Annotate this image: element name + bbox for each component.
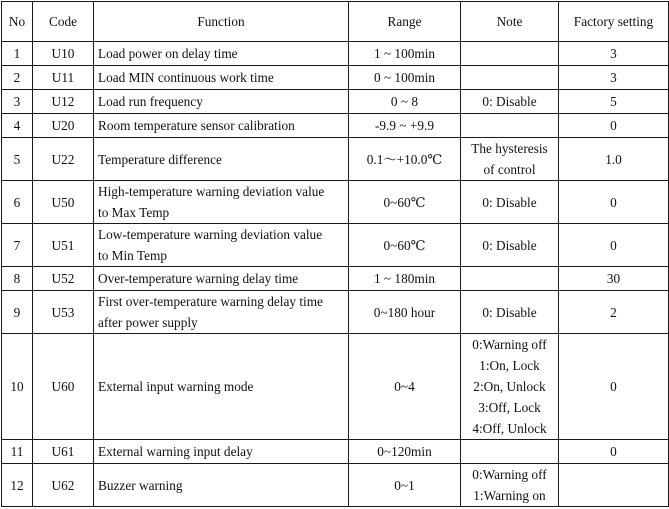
cell-code: U62 bbox=[33, 464, 94, 507]
cell-factory-setting: 1.0 bbox=[559, 138, 669, 181]
cell-no: 1 bbox=[2, 42, 33, 66]
header-function: Function bbox=[94, 2, 349, 42]
cell-range: 0~180 hour bbox=[349, 291, 461, 334]
cell-no: 7 bbox=[2, 224, 33, 267]
cell-function-line: to Min Temp bbox=[98, 248, 168, 263]
cell-note-line: 0:Warning off bbox=[472, 467, 547, 482]
table-row bbox=[2, 90, 669, 114]
header-factory-setting: Factory setting bbox=[559, 2, 669, 42]
cell-function-line: External input warning mode bbox=[98, 379, 254, 394]
table-row bbox=[2, 181, 669, 224]
cell-factory-setting: 0 bbox=[559, 334, 669, 440]
cell-code: U61 bbox=[33, 440, 94, 464]
cell-note bbox=[461, 90, 559, 114]
cell-no: 6 bbox=[2, 181, 33, 224]
table-row bbox=[2, 334, 669, 440]
cell-range: 0~1 bbox=[349, 464, 461, 507]
cell-no: 4 bbox=[2, 114, 33, 138]
cell-factory-setting: 2 bbox=[559, 291, 669, 334]
cell-no: 8 bbox=[2, 267, 33, 291]
cell-factory-setting: 5 bbox=[559, 90, 669, 114]
cell-range: 0~60℃ bbox=[349, 181, 461, 224]
table-row bbox=[2, 66, 669, 90]
cell-note-line: 1:On, Lock bbox=[479, 358, 540, 373]
cell-note bbox=[461, 291, 559, 334]
cell-function bbox=[94, 114, 349, 138]
header-no: No bbox=[2, 2, 33, 42]
cell-factory-setting: 0 bbox=[559, 181, 669, 224]
cell-range: 0~4 bbox=[349, 334, 461, 440]
cell-code: U53 bbox=[33, 291, 94, 334]
cell-function bbox=[94, 42, 349, 66]
cell-code: U11 bbox=[33, 66, 94, 90]
cell-function-line: External warning input delay bbox=[98, 444, 253, 459]
cell-code: U10 bbox=[33, 42, 94, 66]
cell-note-line: 0: Disable bbox=[482, 94, 537, 109]
table-row bbox=[2, 42, 669, 66]
header-code: Code bbox=[33, 2, 94, 42]
cell-note bbox=[461, 181, 559, 224]
cell-range: 0 ~ 100min bbox=[349, 66, 461, 90]
cell-no: 10 bbox=[2, 334, 33, 440]
cell-function bbox=[94, 334, 349, 440]
cell-function-line: Low-temperature warning deviation value bbox=[98, 227, 323, 242]
cell-no: 5 bbox=[2, 138, 33, 181]
cell-function-line: Room temperature sensor calibration bbox=[98, 118, 295, 133]
cell-range: 0 ~ 8 bbox=[349, 90, 461, 114]
table-row bbox=[2, 291, 669, 334]
cell-range: 0~60℃ bbox=[349, 224, 461, 267]
table-row bbox=[2, 440, 669, 464]
cell-note bbox=[461, 440, 559, 464]
cell-note-line: 0: Disable bbox=[482, 237, 537, 253]
cell-function-line: First over-temperature warning delay time bbox=[98, 294, 323, 309]
table-row bbox=[2, 114, 669, 138]
cell-function bbox=[94, 224, 349, 267]
cell-factory-setting: 30 bbox=[559, 267, 669, 291]
cell-note-line: 4:Off, Unlock bbox=[472, 421, 547, 436]
table-header-row bbox=[2, 2, 669, 42]
cell-function bbox=[94, 90, 349, 114]
cell-no: 9 bbox=[2, 291, 33, 334]
table-row bbox=[2, 464, 669, 507]
header-note: Note bbox=[461, 2, 559, 42]
cell-note-line: The hysteresis bbox=[471, 141, 548, 156]
cell-note-line: 0: Disable bbox=[482, 304, 537, 320]
cell-note bbox=[461, 66, 559, 90]
cell-no: 11 bbox=[2, 440, 33, 464]
cell-note bbox=[461, 224, 559, 267]
cell-range: 0~120min bbox=[349, 440, 461, 464]
cell-code: U50 bbox=[33, 181, 94, 224]
cell-code: U20 bbox=[33, 114, 94, 138]
cell-note-line: 1:Warning on bbox=[473, 488, 546, 503]
cell-factory-setting: 3 bbox=[559, 66, 669, 90]
cell-factory-setting bbox=[559, 464, 669, 507]
table-row bbox=[2, 267, 669, 291]
cell-note-line: 3:Off, Lock bbox=[478, 400, 541, 415]
cell-function bbox=[94, 66, 349, 90]
cell-function-line: High-temperature warning deviation value bbox=[98, 184, 325, 199]
cell-range: 1 ~ 100min bbox=[349, 42, 461, 66]
cell-function bbox=[94, 464, 349, 507]
cell-note bbox=[461, 267, 559, 291]
cell-function-line: Load run frequency bbox=[98, 94, 203, 109]
cell-function-line: Over-temperature warning delay time bbox=[98, 271, 299, 286]
cell-function-line: after power supply bbox=[98, 315, 198, 330]
cell-function-line: Temperature difference bbox=[98, 151, 222, 167]
cell-factory-setting: 0 bbox=[559, 224, 669, 267]
cell-function-line: Buzzer warning bbox=[98, 477, 183, 493]
cell-function bbox=[94, 291, 349, 334]
cell-note bbox=[461, 334, 559, 440]
cell-note bbox=[461, 42, 559, 66]
cell-factory-setting: 0 bbox=[559, 114, 669, 138]
cell-function-line: to Max Temp bbox=[98, 205, 170, 220]
cell-note-line: 0: Disable bbox=[482, 194, 537, 210]
cell-function bbox=[94, 138, 349, 181]
cell-factory-setting: 0 bbox=[559, 440, 669, 464]
parameter-table bbox=[1, 1, 669, 507]
cell-range: 1 ~ 180min bbox=[349, 267, 461, 291]
cell-function bbox=[94, 267, 349, 291]
cell-no: 3 bbox=[2, 90, 33, 114]
cell-note-line: of control bbox=[483, 162, 536, 177]
cell-note bbox=[461, 138, 559, 181]
table-row bbox=[2, 138, 669, 181]
cell-range: 0.1～+10.0℃ bbox=[349, 138, 461, 181]
cell-code: U12 bbox=[33, 90, 94, 114]
cell-no: 2 bbox=[2, 66, 33, 90]
cell-note-line: 2:On, Unlock bbox=[473, 379, 546, 394]
cell-function-line: Load power on delay time bbox=[98, 46, 238, 61]
cell-code: U22 bbox=[33, 138, 94, 181]
cell-factory-setting: 3 bbox=[559, 42, 669, 66]
header-range: Range bbox=[349, 2, 461, 42]
cell-code: U60 bbox=[33, 334, 94, 440]
cell-function bbox=[94, 181, 349, 224]
cell-code: U52 bbox=[33, 267, 94, 291]
cell-function bbox=[94, 440, 349, 464]
cell-note bbox=[461, 464, 559, 507]
cell-note bbox=[461, 114, 559, 138]
cell-function-line: Load MIN continuous work time bbox=[98, 70, 274, 85]
table-row bbox=[2, 224, 669, 267]
cell-no: 12 bbox=[2, 464, 33, 507]
table-body bbox=[2, 42, 669, 507]
cell-code: U51 bbox=[33, 224, 94, 267]
cell-range: -9.9 ~ +9.9 bbox=[349, 114, 461, 138]
cell-note-line: 0:Warning off bbox=[472, 337, 547, 352]
